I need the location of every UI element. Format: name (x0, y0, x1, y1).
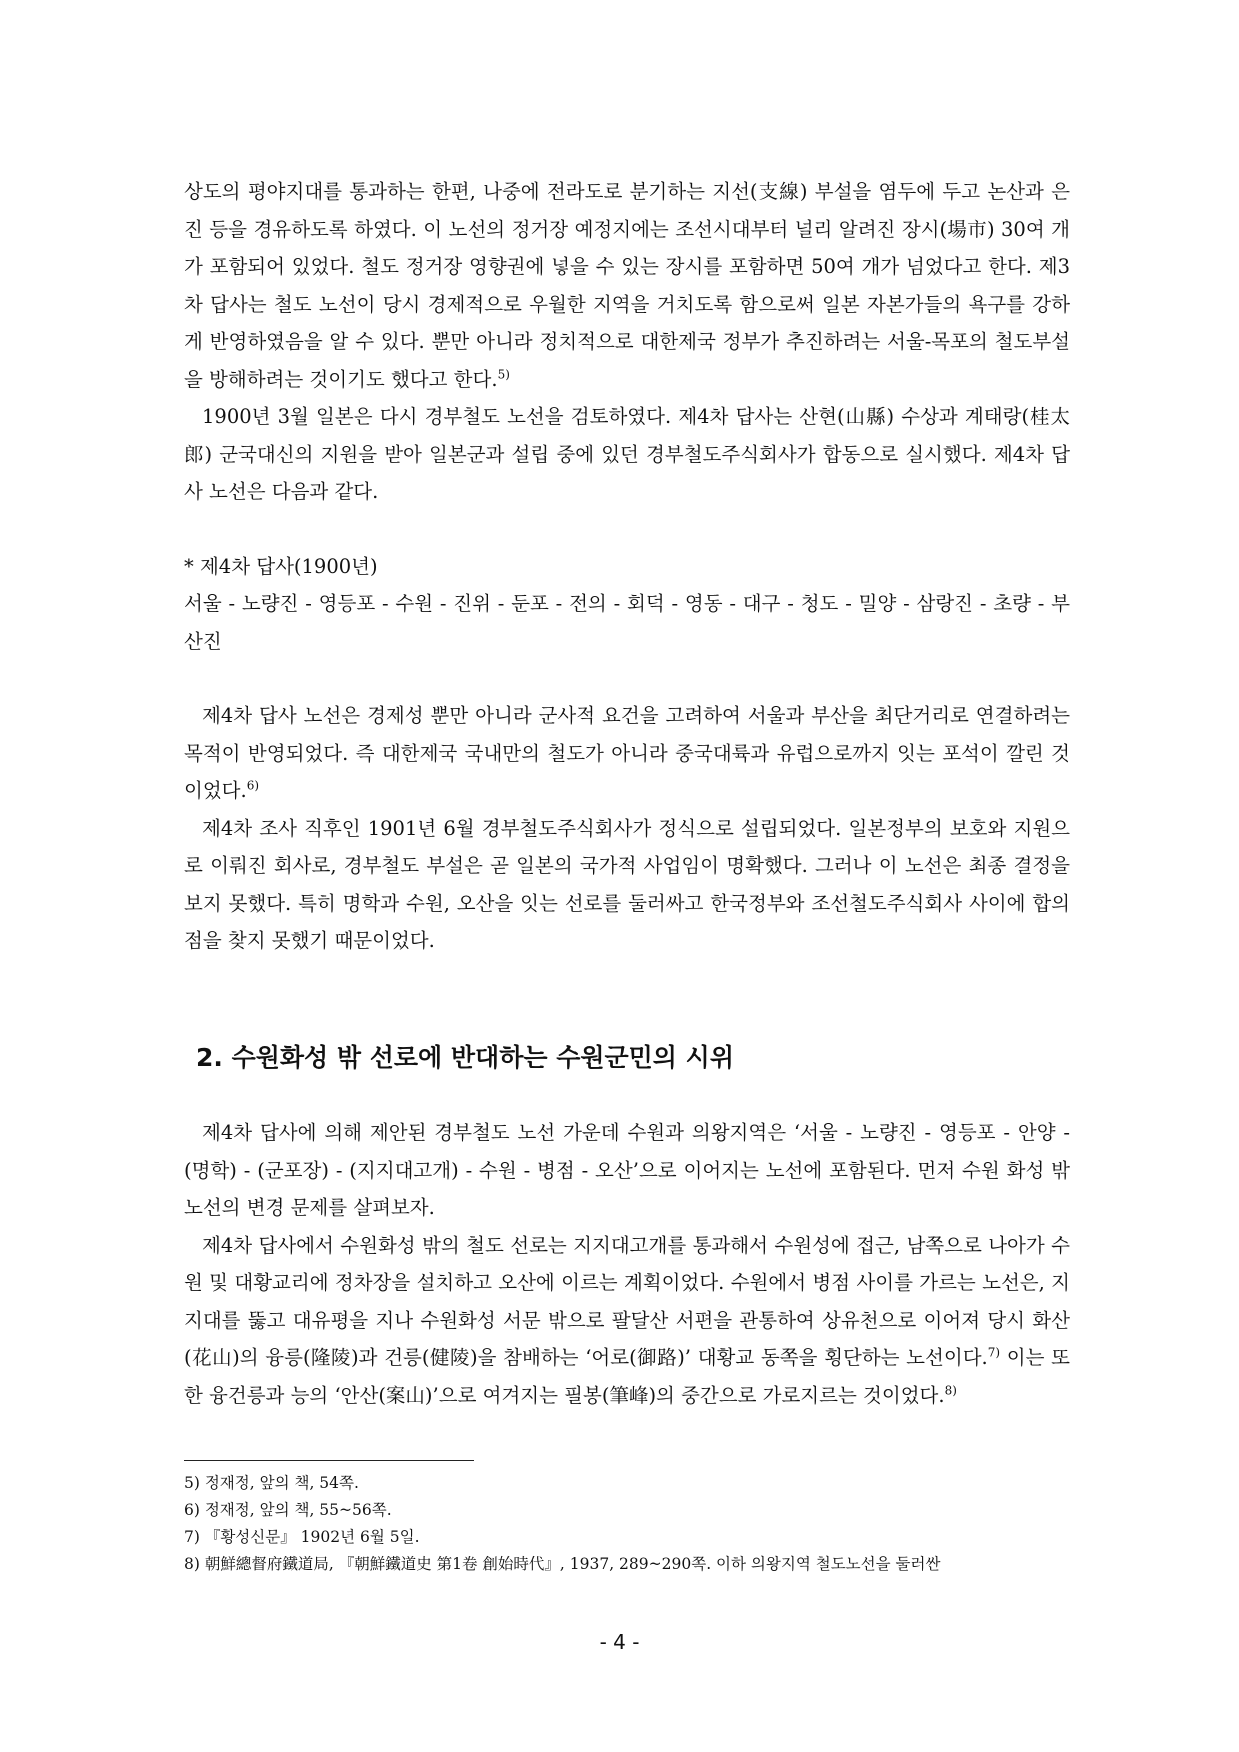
footnote-divider (184, 1460, 474, 1461)
footnote-7: 7) 『황성신문』 1902년 6월 5일. (184, 1528, 420, 1546)
body-section-2 (184, 1114, 1070, 1414)
section-heading: 2. 수원화성 밖 선로에 반대하는 수원군민의 시위 (196, 1043, 734, 1072)
footnotes (184, 1470, 1084, 1578)
paragraph-1: 상도의 평야지대를 통과하는 한편, 나중에 전라도로 분기하는 지선(支線) 부설을 염두에 두고 논산과 은진 등을 경유하도록 하였다. 이 노선의 정거장 예정지에는 조선시대부터 널리 알려진 장시(場市) 30여 개가 포함되어 있었다. 철도 정거장 영향권에 넣을 수 있는 장시를 포함하면 50여 개가 넘었다고 한다. 제3차 답사는 철도 노선이 당시 경제적으로 우월한 지역을 거치도록 함으로써 일본 자본가들의 욕구를 강하게 반영하였음을 알 수 있다. 뿐만 아니라 정치적으로 대한제국 정부가 추진하려는 서울-목포의 철도부설을 방해하려는 것이기도 했다고 한다.$^{5)}$ (184, 180, 1070, 391)
footnote-ref-7: 7) (987, 1345, 1001, 1360)
route-line: 서울 - 노량진 - 영등포 - 수원 - 진위 - 둔포 - 전의 - 회덕 - 영동 - 대구 - 청도 - 밀양 - 삼랑진 - 초량 - 부산진 (184, 592, 1070, 653)
footnote-ref-5: 5) (497, 367, 510, 381)
footnote-ref-6: 6) (246, 778, 260, 793)
footnote-6: 6) 정재정, 앞의 책, 55~56쪽. (184, 1501, 392, 1519)
route-title: * 제4차 답사(1900년) (184, 554, 378, 578)
footnote-5: 5) 정재정, 앞의 책, 54쪽. (184, 1474, 359, 1492)
footnote-ref-8: 8) (944, 1383, 957, 1397)
paragraph-5: 제4차 답사에 의해 제안된 경부철도 노선 가운데 수원과 의왕지역은 ‘서울 - 노량진 - 영등포 - 안양 - (명학) - (군포장) - (지지대고개) - 수원 - 병점 - 오산’으로 이어지는 노선에 포함된다. 먼저 수원 화성 밖 노선의 변경 문제를 살펴보자. (184, 1121, 1070, 1219)
paragraph-6: 제4차 답사에서 수원화성 밖의 철도 선로는 지지대고개를 통과해서 수원성에 접근, 남쪽으로 나아가 수원 및 대황교리에 정차장을 설치하고 오산에 이르는 계획이었다. 수원에서 병점 사이를 가르는 노선은, 지지대를 뚫고 대유평을 지나 수원화성 서문 밖으로 팔달산 서편을 관통하여 상유천으로 이어져 당시 화산(花山)의 융릉(隆陵)과 건릉(健陵)을 참배하는 ‘어로(御路)’ 대황교 동쪽을 횡단하는 노선이다.$^{7)}$ 이는 또한 융건릉과 능의 ‘안산(案山)’으로 여겨지는 필봉(筆峰)의 중간으로 가로지르는 것이었다.$^{8)}$ (184, 1233, 1070, 1407)
paragraph-3: 제4차 답사 노선은 경제성 뿐만 아니라 군사적 요건을 고려하여 서울과 부산을 최단거리로 연결하려는 목적이 반영되었다. 즉 대한제국 국내만의 철도가 아니라 중국대륙과 유럽으로까지 잇는 포석이 깔린 것이었다.$^{6)}$ (184, 704, 1070, 802)
footnote-8: 8) 朝鮮總督府鐵道局, 『朝鮮鐵道史 第1卷 創始時代』, 1937, 289~290쪽. 이하 의왕지역 철도노선을 둘러싼 (184, 1555, 941, 1573)
page-number: - 4 - (599, 1630, 640, 1654)
paragraph-4: 제4차 조사 직후인 1901년 6월 경부철도주식회사가 정식으로 설립되었다. 일본정부의 보호와 지원으로 이뤄진 회사로, 경부철도 부설은 곧 일본의 국가적 사업임이 명확했다. 그러나 이 노선은 최종 결정을 보지 못했다. 특히 명학과 수원, 오산을 잇는 선로를 둘러싸고 한국정부와 조선철도주식회사 사이에 합의점을 찾지 못했기 때문이었다. (184, 816, 1070, 952)
body-section-1 (184, 173, 1070, 960)
paragraph-2: 1900년 3월 일본은 다시 경부철도 노선을 검토하였다. 제4차 답사는 산현(山縣) 수상과 계태랑(桂太郎) 군국대신의 지원을 받아 일본군과 설립 중에 있던 경부철도주식회사가 합동으로 실시했다. 제4차 답사 노선은 다음과 같다. (184, 405, 1070, 503)
